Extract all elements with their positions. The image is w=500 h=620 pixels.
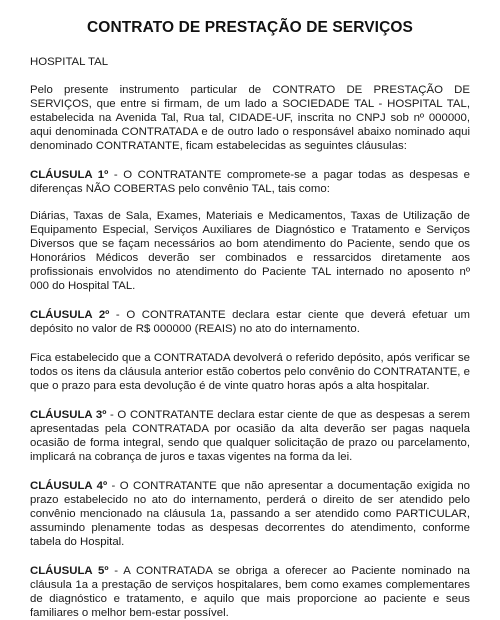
clause-1 <box>30 168 470 196</box>
document-title: CONTRATO DE PRESTAÇÃO DE SERVIÇOS <box>87 19 413 36</box>
clause-2 <box>30 308 470 336</box>
clause-4 <box>30 479 470 549</box>
deposit-refund-paragraph: Fica estabelecido que a CONTRATADA devolverá o referido depósito, após verificar se todos os itens da cláusula anterior estão cobertos pelo convênio do CONTRATANTE, e que o prazo para esta devolução é de vinte quatro horas após a alta hospitalar. <box>30 352 470 392</box>
clause-3-heading: CLÁUSULA 3º <box>30 409 107 421</box>
clause-5 <box>30 564 470 620</box>
expenses-list-paragraph: Diárias, Taxas de Sala, Exames, Materiais e Medicamentos, Taxas de Utilização de Equipamento Especial, Serviços Auxiliares de Diagnóstico e Tratamento e Serviços Diversos que se façam necessários ao bom atendimento do Paciente, sendo que os Honorários Médicos deverão ser combinados e ressarcidos diretamente aos profissionais envolvidos no atendimento do Paciente TAL internado no aposento nº 000 do Hospital TAL. <box>30 210 470 292</box>
clause-4-text: - O CONTRATANTE que não apresentar a documentação exigida no prazo estabelecido no ato do internamento, perderá o direito de ser atendido pelo convênio mencionado na cláusula 1a, passando a ser atendido como PARTICULAR, assumindo plenamente todas as despesas decorrentes do atendimento, conforme tabela do Hospital. <box>30 480 470 548</box>
hospital-name: HOSPITAL TAL <box>30 56 109 68</box>
clause-1-heading: CLÁUSULA 1º <box>30 169 109 181</box>
clause-4-heading: CLÁUSULA 4º <box>30 480 108 492</box>
clause-2-heading: CLÁUSULA 2º <box>30 309 110 321</box>
clause-3-text: - O CONTRATANTE declara estar ciente de que as despesas a serem apresentadas pela CONTRATADA por ocasião da alta deverão ser pagas naquela ocasião de forma integral, sendo que qualquer solicitação de prazo ou parcelamento, implicará na cobrança de juros e taxas vigentes na forma da lei. <box>30 409 470 463</box>
clause-1-text: - O CONTRATANTE compromete-se a pagar todas as despesas e diferenças NÃO COBERTAS pelo convênio TAL, tais como: <box>30 169 470 195</box>
intro-paragraph: Pelo presente instrumento particular de CONTRATO DE PRESTAÇÃO DE SERVIÇOS, que entre si firmam, de um lado a SOCIEDADE TAL - HOSPITAL TAL, estabelecida na Avenida Tal, Rua tal, CIDADE-UF, inscrita no CNPJ sob nº 000000, aqui denominada CONTRATADA e de outro lado o responsável abaixo nominado aqui denominado CONTRATANTE, ficam estabelecidas as seguintes cláusulas: <box>30 84 470 152</box>
clause-5-heading: CLÁUSULA 5º <box>30 565 109 577</box>
clause-5-text: - A CONTRATADA se obriga a oferecer ao Paciente nominado na cláusula 1a a prestação de serviços hospitalares, bem como exames complementares de diagnóstico e tratamento, e aquilo que mais proporcione ao paciente e seus familiares o melhor bem-estar possível. <box>30 565 470 619</box>
clause-3 <box>30 408 470 464</box>
clause-2-text: - O CONTRATANTE declara estar ciente que deverá efetuar um depósito no valor de R$ 000000 (REAIS) no ato do internamento. <box>30 309 470 335</box>
